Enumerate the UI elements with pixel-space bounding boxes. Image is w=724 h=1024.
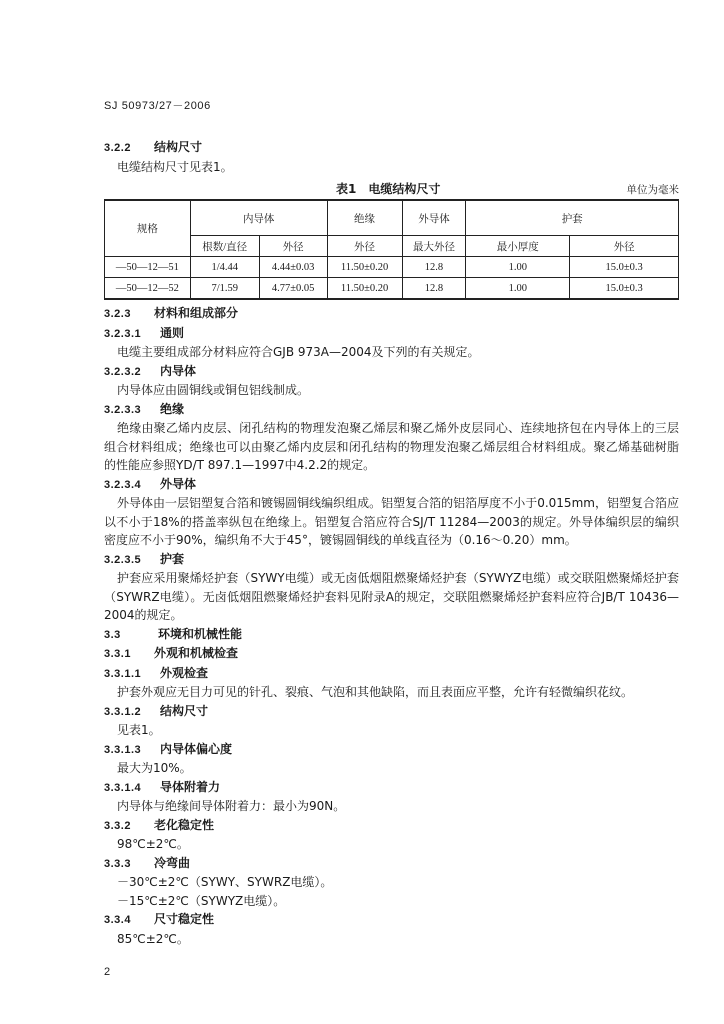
table-cell: 7/1.59: [190, 278, 259, 300]
section-3-3-1-1-text: 护套外观应无目力可见的针孔、裂痕、气泡和其他缺陷，而且表面应平整，允许有轻微编织花纹。: [117, 685, 634, 699]
table-cell: 4.77±0.05: [259, 278, 327, 300]
section-3-3-3-heading: 3.3.3 冷弯曲: [104, 855, 191, 870]
section-3-3-1-2-text: 见表1。: [117, 723, 161, 737]
table-row: [105, 278, 679, 300]
section-3-3-3-text-1: －30℃±2℃（SYWY、SYWRZ电缆）。: [117, 875, 333, 889]
table-cell: —50—12—51: [105, 257, 191, 278]
table-cell: —50—12—52: [105, 278, 191, 300]
table-cell: 4.44±0.03: [259, 257, 327, 278]
section-3-3-2-heading: 3.3.2 老化稳定性: [104, 817, 215, 832]
section-3-2-3-1-text: 电缆主要组成部分材料应符合GJB 973A—2004及下列的有关规定。: [117, 345, 480, 359]
col-header-spec: 规格: [105, 200, 191, 257]
table-cell: 1/4.44: [190, 257, 259, 278]
section-3-3-1-2-heading: 3.3.1.2 结构尺寸: [104, 703, 209, 718]
section-3-2-3-heading: 3.2.3 材料和组成部分: [104, 306, 239, 320]
col-header-max-outer-diameter: 最大外径: [402, 236, 466, 257]
section-3-3-1-4-text: 内导体与绝缘间导体附着力：最小为90N。: [117, 799, 346, 813]
section-3-3-3-text-2: －15℃±2℃（SYWYZ电缆）。: [117, 893, 286, 908]
col-header-insulation-outer-diameter: 外径: [327, 236, 402, 257]
col-header-jacket: 护套: [466, 200, 679, 236]
document-body: [104, 138, 679, 948]
col-header-count-diameter: 根数/直径: [190, 236, 259, 257]
col-header-inner-outer-diameter: 外径: [259, 236, 327, 257]
table-cell: 15.0±0.3: [570, 257, 679, 278]
section-3-3-1-heading: 3.3.1 外观和机械检查: [104, 646, 239, 660]
section-3-2-2-heading: 3.2.2 结构尺寸: [104, 140, 203, 154]
col-header-outer-conductor: 外导体: [402, 200, 466, 236]
section-3-2-3-2-heading: 3.2.3.2 内导体: [104, 363, 197, 378]
section-3-2-3-4-text: 外导体由一层铝塑复合箔和镀锡圆铜线编织组成。铝塑复合箔的铝箔厚度不小于0.015mm，铝塑复合箔应以不小于18%的搭盖率纵包在绝缘上。铝塑复合箔应符合SJ/T 11284—2003的规定。外导体编织层的编织密度应不小于90%，编织角不大于45°，镀锡圆铜线的单线直径为（0.16～0.20）mm。: [104, 496, 679, 547]
section-3-2-3-1-heading: 3.2.3.1 通则: [104, 325, 185, 340]
section-3-2-2-text: 电缆结构尺寸见表1。: [117, 159, 233, 174]
section-3-2-3-3-heading: 3.2.3.3 绝缘: [104, 401, 185, 416]
section-3-3-1-1-heading: 3.3.1.1 外观检查: [104, 665, 209, 680]
section-3-3-4-heading: 3.3.4 尺寸稳定性: [104, 912, 215, 926]
page-number: 2: [104, 966, 111, 978]
table-cell: 12.8: [402, 278, 466, 300]
col-header-min-thickness: 最小厚度: [466, 236, 570, 257]
col-header-jacket-outer-diameter: 外径: [570, 236, 679, 257]
section-3-2-3-3-text: 绝缘由聚乙烯内皮层、闭孔结构的物理发泡聚乙烯层和聚乙烯外皮层同心、连续地挤包在内导体上的三层组合材料组成；绝缘也可以由聚乙烯内皮层和闭孔结构的物理发泡聚乙烯层组合材料组成。聚乙烯基础树脂的性能应参照YD/T 897.1—1997中4.2.2的规定。: [104, 421, 679, 472]
document-code: SJ 50973/27－2006: [104, 100, 211, 112]
section-3-3-heading: 3.3 环境和机械性能: [104, 626, 243, 641]
table-cell: 11.50±0.20: [327, 257, 402, 278]
section-3-3-1-4-heading: 3.3.1.4 导体附着力: [104, 779, 221, 794]
table-unit: 单位为毫米: [626, 184, 679, 196]
section-3-3-2-text: 98℃±2℃。: [117, 837, 189, 851]
table-cell: 12.8: [402, 257, 466, 278]
section-3-2-3-2-text: 内导体应由圆铜线或铜包铝线制成。: [117, 383, 310, 397]
section-3-3-4-text: 85℃±2℃。: [117, 931, 189, 946]
section-3-2-3-5-heading: 3.2.3.5 护套: [104, 551, 185, 566]
section-3-3-1-3-text: 最大为10%。: [117, 761, 192, 775]
table-cell: 11.50±0.20: [327, 278, 402, 300]
section-3-2-3-5-text: 护套应采用聚烯烃护套（SYWY电缆）或无卤低烟阻燃聚烯烃护套（SYWYZ电缆）或交联阻燃聚烯烃护套（SYWRZ电缆）。无卤低烟阻燃聚烯烃护套料见附录A的规定，交联阻燃聚烯烃护套料应符合JB/T 10436—2004的规定。: [104, 571, 679, 622]
table-row: [105, 257, 679, 278]
cable-structure-table: [104, 199, 679, 300]
table-cell: 15.0±0.3: [570, 278, 679, 300]
section-3-2-3-4-heading: 3.2.3.4 外导体: [104, 476, 197, 491]
table-cell: 1.00: [466, 257, 570, 278]
table-caption: 表1 电缆结构尺寸: [336, 182, 441, 196]
col-header-insulation: 绝缘: [327, 200, 402, 236]
section-3-3-1-3-heading: 3.3.1.3 内导体偏心度: [104, 741, 233, 756]
table-cell: 1.00: [466, 278, 570, 300]
col-header-inner-conductor: 内导体: [190, 200, 327, 236]
table-caption-row: [104, 178, 679, 198]
